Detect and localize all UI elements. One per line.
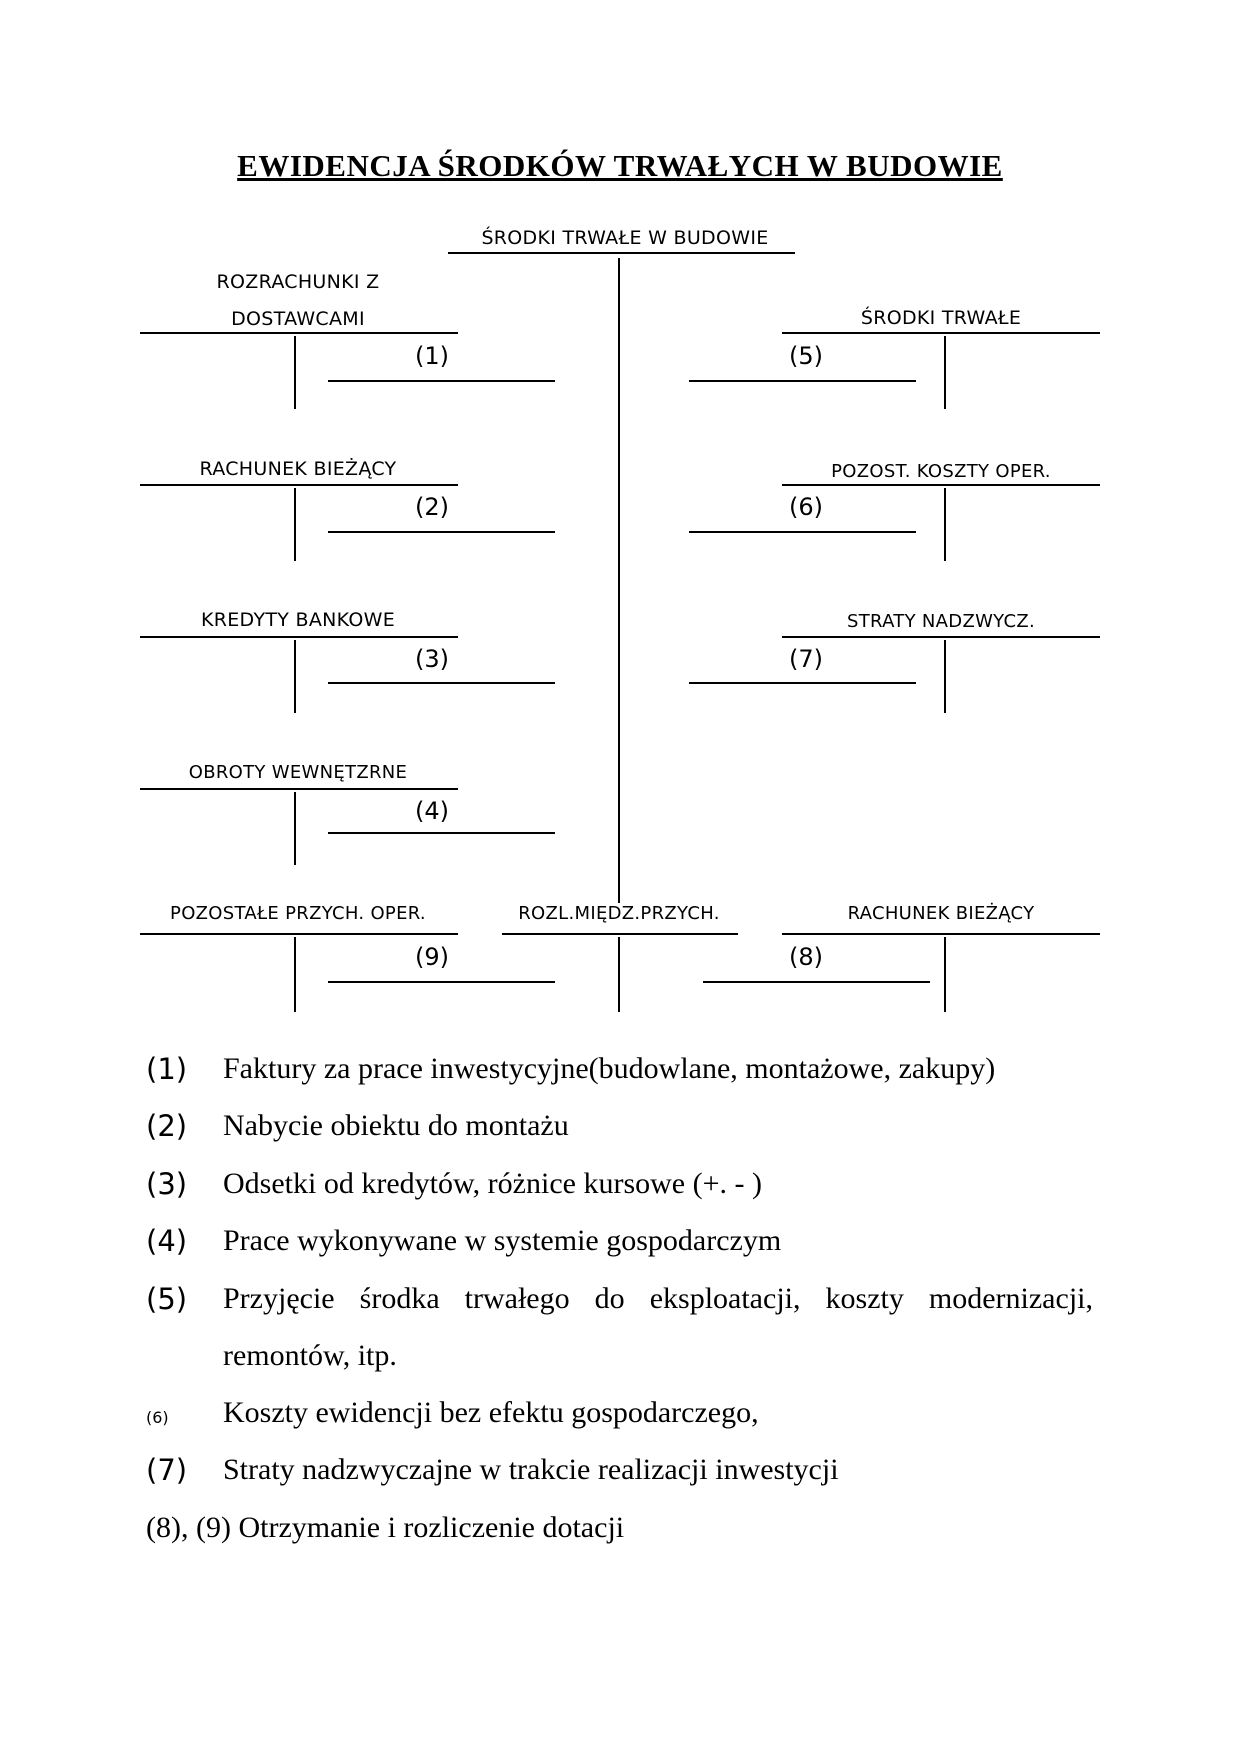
description-text-7: Straty nadzwyczajne w trakcie realizacji inwestycji: [223, 1453, 839, 1486]
entry-1: (1): [415, 342, 449, 370]
account-5-vertical-line: [944, 336, 946, 409]
account-3-top-line: [140, 636, 458, 638]
account-rozl-top-line: [502, 933, 738, 935]
account-2-vertical-line: [294, 488, 296, 561]
description-number-4: (4): [146, 1224, 188, 1258]
account-label-9: POZOSTAŁE PRZYCH. OPER.: [170, 903, 426, 924]
account-label-1-line2: DOSTAWCAMI: [231, 308, 365, 330]
entry-9: (9): [415, 943, 449, 971]
description-text-8-9: (8), (9) Otrzymanie i rozliczenie dotacji: [146, 1511, 625, 1544]
center-account-top-line: [448, 252, 795, 254]
account-label-3: KREDYTY BANKOWE: [200, 609, 396, 631]
entry-5-line: [689, 380, 916, 382]
account-label-6: POZOST. KOSZTY OPER.: [831, 461, 1051, 482]
account-9-top-line: [140, 933, 458, 935]
account-1-vertical-line: [294, 336, 296, 409]
account-6-vertical-line: [944, 488, 946, 561]
center-account-label: ŚRODKI TRWAŁE W BUDOWIE: [481, 227, 769, 249]
page-title: EWIDENCJA ŚRODKÓW TRWAŁYCH W BUDOWIE: [237, 148, 1003, 183]
center-account-vertical-line: [618, 258, 620, 903]
account-label-4: OBROTY WEWNĘTZRNE: [188, 762, 408, 783]
description-text-6: Koszty ewidencji bez efektu gospodarczego,: [223, 1396, 759, 1429]
entry-6: (6): [789, 493, 823, 521]
entry-2-line: [328, 531, 555, 533]
entry-7-line: [689, 682, 916, 684]
description-text-1: Faktury za prace inwestycyjne(budowlane, montażowe, zakupy): [223, 1052, 996, 1085]
account-7-vertical-line: [944, 640, 946, 713]
entry-9-line: [328, 981, 555, 983]
account-8-vertical-line: [944, 937, 946, 1012]
description-text-2: Nabycie obiektu do montażu: [223, 1109, 569, 1142]
entry-4-line: [328, 832, 555, 834]
account-label-5: ŚRODKI TRWAŁE: [860, 307, 1022, 329]
account-5-top-line: [782, 332, 1100, 334]
account-label-rozl: ROZL.MIĘDZ.PRZYCH.: [518, 903, 720, 924]
account-label-7: STRATY NADZWYCZ.: [846, 611, 1036, 632]
account-6-top-line: [782, 484, 1100, 486]
entry-8: (8): [789, 943, 823, 971]
entry-8-line: [703, 981, 930, 983]
account-7-top-line: [782, 636, 1100, 638]
entry-1-line: [328, 380, 555, 382]
account-9-vertical-line: [294, 937, 296, 1012]
description-number-2: (2): [146, 1109, 188, 1143]
account-4-vertical-line: [294, 792, 296, 865]
description-number-5: (5): [146, 1282, 188, 1316]
description-number-1: (1): [146, 1052, 188, 1086]
entry-7: (7): [789, 645, 823, 673]
description-number-3: (3): [146, 1167, 188, 1201]
entry-3: (3): [415, 645, 449, 673]
description-text-3: Odsetki od kredytów, różnice kursowe (+. - ): [223, 1167, 762, 1200]
description-number-6: (6): [146, 1408, 169, 1427]
entry-2: (2): [415, 493, 449, 521]
description-text-5-continued: remontów, itp.: [223, 1339, 397, 1372]
account-label-1-line1: ROZRACHUNKI Z: [216, 271, 380, 293]
account-8-top-line: [782, 933, 1100, 935]
description-text-5: Przyjęcie środka trwałego do eksploatacji, koszty modernizacji,: [223, 1282, 1093, 1315]
account-4-top-line: [140, 788, 458, 790]
description-text-4: Prace wykonywane w systemie gospodarczym: [223, 1224, 782, 1257]
account-label-8: RACHUNEK BIEŻĄCY: [847, 903, 1035, 924]
account-label-2: RACHUNEK BIEŻĄCY: [199, 458, 397, 480]
account-3-vertical-line: [294, 640, 296, 713]
account-2-top-line: [140, 484, 458, 486]
entry-4: (4): [415, 797, 449, 825]
entry-6-line: [689, 531, 916, 533]
entry-5: (5): [789, 342, 823, 370]
entry-3-line: [328, 682, 555, 684]
account-rozl-vertical-line: [618, 937, 620, 1012]
account-1-top-line: [140, 332, 458, 334]
description-number-7: (7): [146, 1453, 188, 1487]
